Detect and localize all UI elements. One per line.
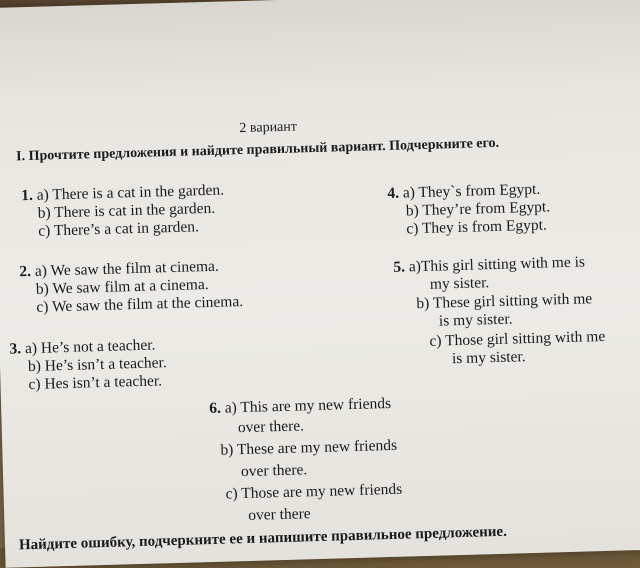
question-4-option-c: c) They is from Egypt. — [406, 216, 547, 238]
question-3-option-a: 3. a) He’s not a teacher. — [9, 336, 156, 358]
question-6-option-b-cont: over there. — [240, 461, 308, 481]
question-5-option-b-cont: is my sister. — [438, 310, 513, 330]
question-1-option-a: 1. a) There is a cat in the garden. — [21, 181, 225, 205]
question-6-option-a-cont: over there. — [237, 417, 305, 437]
question-number: 1. — [21, 186, 34, 205]
question-5-option-c: c) Those girl sitting with me — [429, 327, 606, 350]
question-number: 2. — [19, 262, 32, 281]
question-6-option-c-cont: over there — [248, 505, 311, 524]
question-6-option-c: c) Those are my new friends — [225, 480, 403, 503]
question-1-option-b: b) There is cat in the garden. — [37, 199, 216, 222]
task-instruction: I. Прочтите предложения и найдите правильный вариант. Подчеркните его. — [15, 135, 500, 165]
question-2-option-b: b) We saw film at a cinema. — [35, 276, 209, 298]
question-6-option-b: b) These are my new friends — [220, 436, 398, 459]
question-5-option-a: 5. a)This girl sitting with me is — [393, 253, 586, 276]
question-5-option-a-cont: my sister. — [429, 274, 490, 293]
question-6-option-a: 6. a) This are my new friends — [209, 394, 392, 418]
question-3-option-c: c) Hes isn’t a teacher. — [28, 372, 163, 394]
question-2-option-c: c) We saw the film at the cinema. — [36, 293, 244, 316]
question-3-option-b: b) He’s isn’t a teacher. — [27, 354, 167, 376]
question-number: 6. — [209, 399, 222, 418]
question-5-option-c-cont: is my sister. — [451, 348, 526, 368]
question-4-option-b: b) They’re from Egypt. — [405, 198, 551, 220]
question-5-option-b: b) These girl sitting with me — [416, 290, 593, 313]
question-number: 4. — [387, 184, 400, 202]
question-number: 3. — [9, 340, 22, 358]
question-2-option-a: 2. a) We saw the film at cinema. — [19, 257, 220, 281]
question-4-option-a: 4. a) They`s from Egypt. — [387, 180, 541, 202]
variant-title: 2 вариант — [239, 119, 298, 137]
question-1-option-c: c) There’s a cat in garden. — [38, 218, 200, 240]
question-number: 5. — [393, 258, 406, 276]
error-task-instruction: Найдите ошибку, подчеркните ее и напишите правильное предложение. — [18, 523, 508, 554]
